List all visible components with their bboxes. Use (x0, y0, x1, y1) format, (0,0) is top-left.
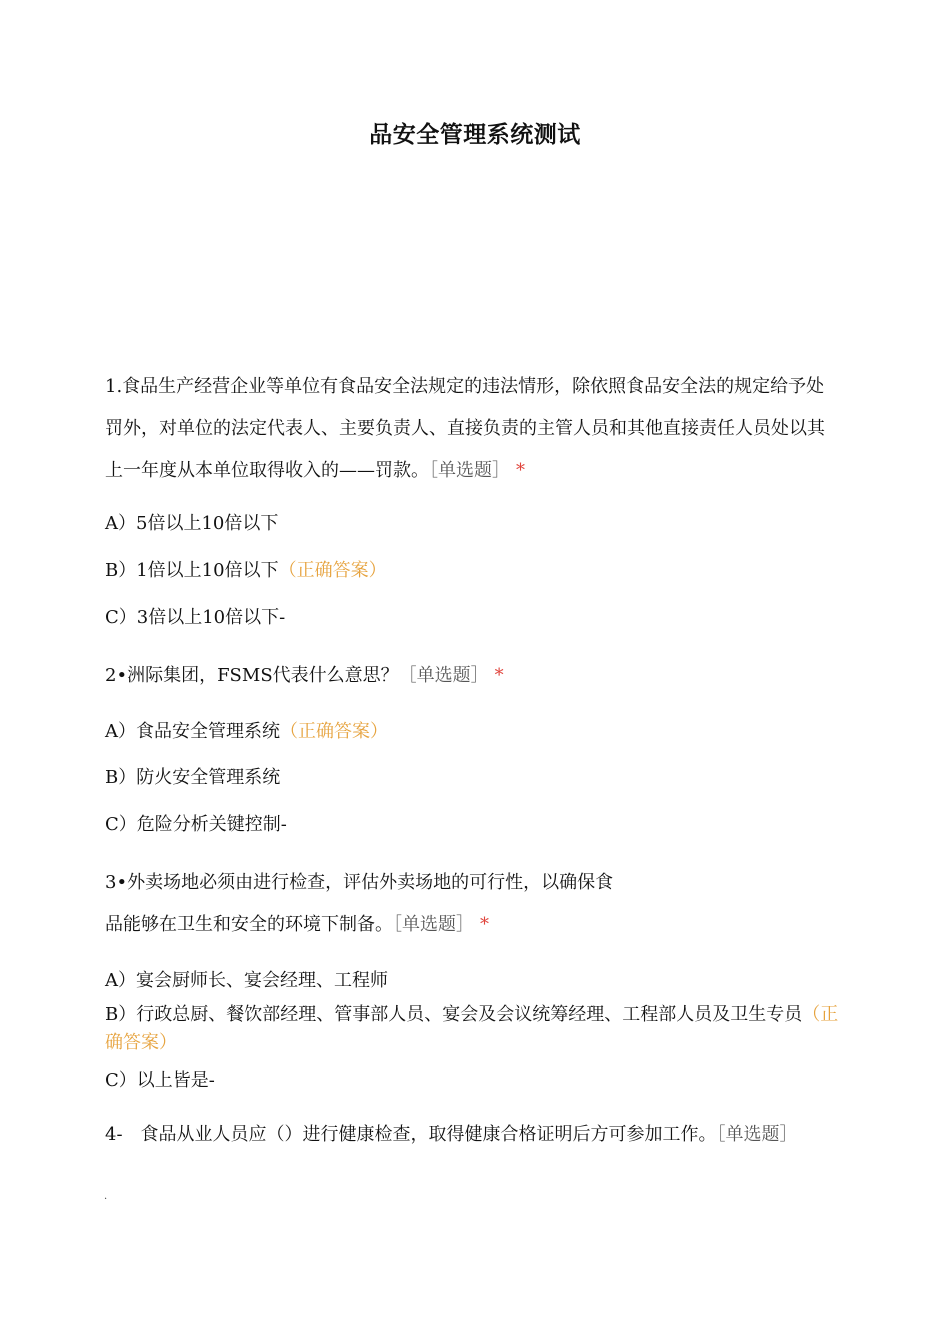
correct-answer-label: （正确答案） (280, 721, 388, 742)
question-1-text: 1.食品生产经营企业等单位有食品安全法规定的违法情形，除依照食品安全法的规定给予处罚外，对单位的法定代表人、主要负责人、直接负责的主管人员和其他直接责任人员处以其上一年度从本单位取得收入的——罚款。 (105, 376, 825, 481)
correct-answer-label: （正确答案） (278, 560, 387, 581)
question-1-type: ［单选题］ (429, 460, 510, 481)
question-3-text-line1: 3•外卖场地必须由进行检查，评估外卖场地的可行性，以确保食 (105, 872, 614, 893)
question-2 (105, 655, 840, 697)
option-text: C）3倍以上10倍以下- (105, 607, 286, 628)
required-mark: * (494, 665, 504, 686)
question-4 (105, 1121, 840, 1149)
footer-mark: . (104, 1191, 108, 1202)
question-2-option-c (105, 811, 840, 839)
question-4-text: 4- 食品从业人员应（）进行健康检查，取得健康合格证明后方可参加工作。 (105, 1124, 717, 1145)
page-title: 品安全管理系统测试 (369, 122, 581, 148)
question-1-option-c (105, 604, 840, 632)
option-text: A）宴会厨师长、宴会经理、工程师 (105, 970, 388, 991)
question-2-option-b (105, 764, 840, 792)
option-text: B）防火安全管理系统 (105, 767, 281, 788)
required-mark: * (516, 460, 525, 481)
question-3-option-a (105, 967, 840, 995)
correct-answer-label: （正确答案） (105, 1004, 839, 1053)
question-2-option-a (105, 718, 840, 746)
question-1-option-a (105, 510, 840, 538)
option-text: A）食品安全管理系统 (105, 721, 280, 742)
option-text: A）5倍以上10倍以下 (105, 513, 279, 534)
option-text: C）以上皆是- (105, 1070, 215, 1091)
question-1 (105, 366, 840, 492)
option-text: B）行政总厨、餐饮部经理、管事部人员、宴会及会议统筹经理、工程部人员及卫生专员 (105, 1004, 803, 1025)
option-text: C）危险分析关键控制- (105, 814, 287, 835)
question-2-text: 2•洲际集团，FSMS代表什么意思？ (105, 665, 399, 686)
question-3 (105, 862, 840, 946)
option-text: B）1倍以上10倍以下 (105, 560, 279, 581)
question-3-type: ［单选题］ (393, 914, 474, 935)
question-4-type: ［单选题］ (716, 1124, 798, 1145)
required-mark: * (480, 914, 489, 935)
question-3-option-c (105, 1067, 840, 1095)
question-2-type: ［单选题］ (398, 665, 489, 686)
question-3-option-b (105, 1001, 840, 1057)
question-1-option-b (105, 557, 840, 585)
question-3-text-line2: 品能够在卫生和安全的环境下制备。 (105, 914, 393, 935)
